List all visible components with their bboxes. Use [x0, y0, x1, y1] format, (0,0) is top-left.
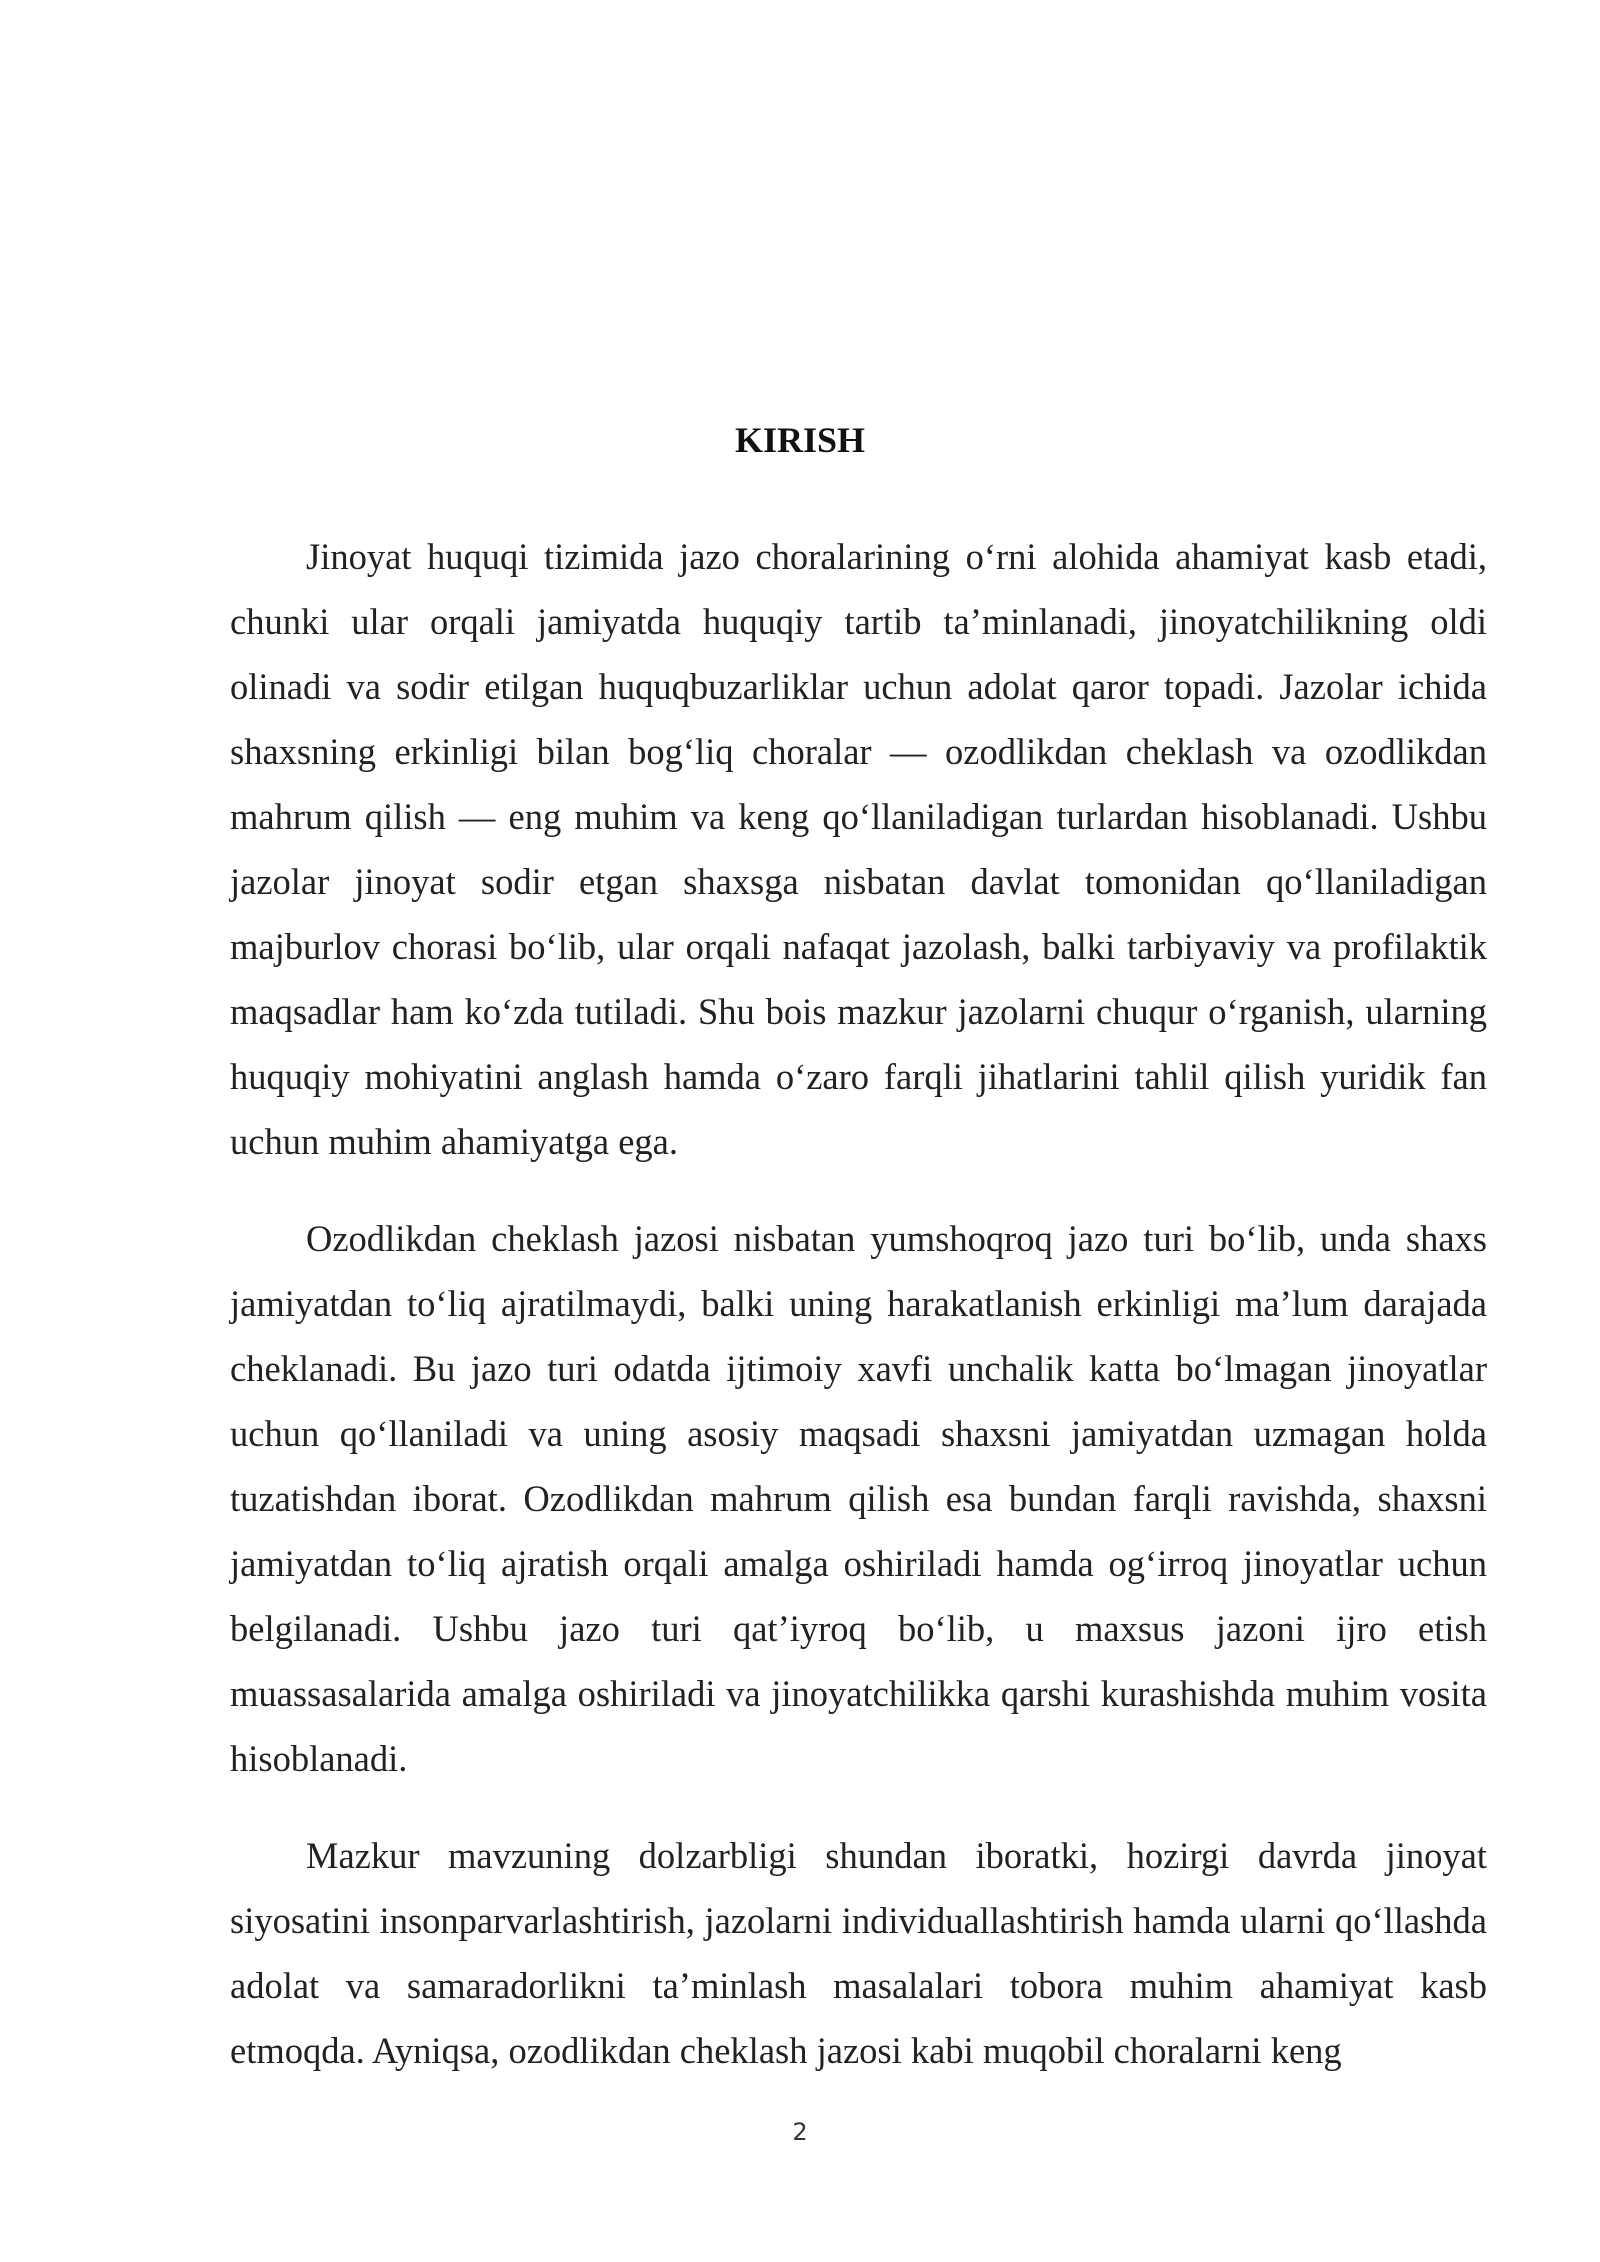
paragraph-1: Jinoyat huquqi tizimida jazo choralarining o‘rni alohida ahamiyat kasb etadi, chunki ular orqali jamiyatda huquqiy tartib ta’minlanadi, jinoyatchilikning oldi olinadi va sodir etilgan huquqbuzarliklar uchun adolat qaror topadi. Jazolar ichida shaxsning erkinligi bilan bog‘liq choralar — ozodlikdan cheklash va ozodlikdan mahrum qilish — eng muhim va keng qo‘llaniladigan turlardan hisoblanadi. Ushbu jazolar jinoyat sodir etgan shaxsga nisbatan davlat tomonidan qo‘llaniladigan majburlov chorasi bo‘lib, ular orqali nafaqat jazolash, balki tarbiyaviy va profilaktik maqsadlar ham ko‘zda tutiladi. Shu bois mazkur jazolarni chuqur o‘rganish, ularning huquqiy mohiyatini anglash hamda o‘zaro farqli jihatlarini tahlil qilish yuridik fan uchun muhim ahamiyatga ega.	[230, 536, 1487, 1162]
paragraph-3: Mazkur mavzuning dolzarbligi shundan iboratki, hozirgi davrda jinoyat siyosatini insonparvarlashtirish, jazolarni individuallashtirish hamda ularni qo‘llashda adolat va samaradorlikni ta’minlash masalalari tobora muhim ahamiyat kasb etmoqda. Ayniqsa, ozodlikdan cheklash jazosi kabi muqobil choralarni keng	[230, 1835, 1487, 2071]
body-text	[230, 524, 1487, 2115]
page-number: 2	[792, 2118, 808, 2146]
section-heading: KIRISH	[734, 420, 866, 460]
paragraph-2: Ozodlikdan cheklash jazosi nisbatan yumshoqroq jazo turi bo‘lib, unda shaxs jamiyatdan to‘liq ajratilmaydi, balki uning harakatlanish erkinligi ma’lum darajada cheklanadi. Bu jazo turi odatda ijtimoiy xavfi unchalik katta bo‘lmagan jinoyatlar uchun qo‘llaniladi va uning asosiy maqsadi shaxsni jamiyatdan uzmagan holda tuzatishdan iborat. Ozodlikdan mahrum qilish esa bundan farqli ravishda, shaxsni jamiyatdan to‘liq ajratish orqali amalga oshiriladi hamda og‘irroq jinoyatlar uchun belgilanadi. Ushbu jazo turi qat’iyroq bo‘lib, u maxsus jazoni ijro etish muassasalarida amalga oshiriladi va jinoyatchilikka qarshi kurashishda muhim vosita hisoblanadi.	[230, 1218, 1487, 1779]
